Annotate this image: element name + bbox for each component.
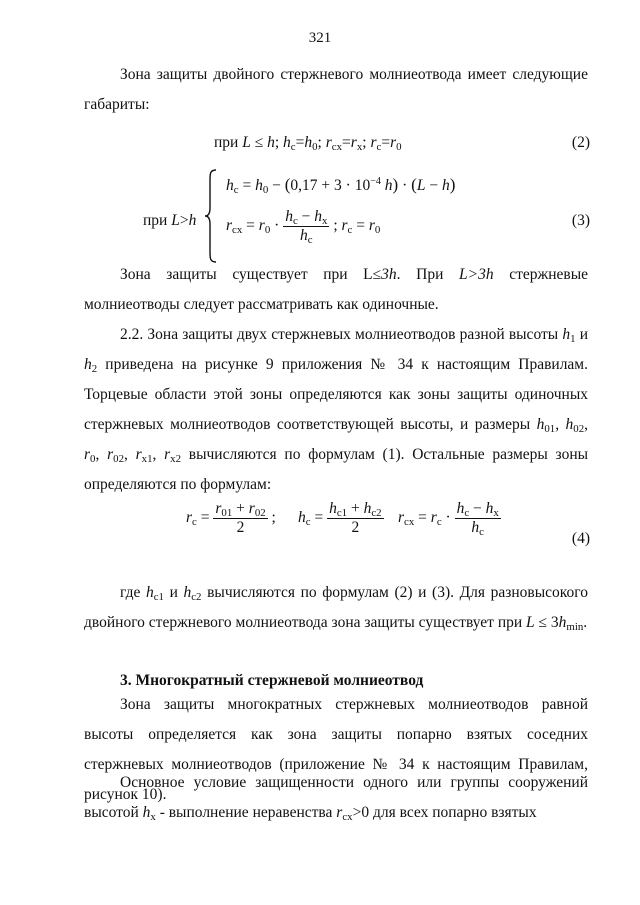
equation-4-b: $h_c$ = $\frac{h_{c1} + h_{c2}}{2}$ (298, 500, 382, 536)
section-heading: 3. Многократный стержневой молниеотвод (120, 672, 424, 689)
equation-3-line-2: $r_{cx} = r_0$ · $\frac{h_c - h_x}{h_c}$ ; $r_c = r_0$ (226, 208, 381, 246)
paragraph-2: 2.2. Зона защиты двух стержневых молниеотводов разной высоты $h_1$ и $h_2$ приведена на рисунке 9 приложения № 34 к настоящим Правилам. Торцевые области этой зоны определяются как зоны защиты одиночных стержневых молниеотводов соответствующей высоты, и размеры $h_{01}$, $h_{02}$, $r_0$, $r_{02}$, $r_{x1}$, $r_{x2}$ вычисляются по формулам (1). Остальные размеры зоны определяются по формулам: (84, 326, 589, 493)
equation-4-number: (4) (571, 530, 590, 547)
fraction: $\frac{h_c - h_x}{h_c}$ (285, 208, 328, 246)
intro-line-1: Зона защиты двойного стержневого молниеотвода имеет следующие (120, 66, 588, 83)
fraction: $\frac{r_{01} + r_{02}}{2}$ (215, 500, 266, 536)
fraction: $\frac{h_{c1} + h_{c2}}{2}$ (329, 500, 382, 536)
paragraph-3: где $h_{c1}$ и $h_{c2}$ вычисляются по формулам (2) и (3). Для разновысокого двойного стержневого молниеотвода зона защиты существует при $L \le 3h_{min}$. (84, 584, 589, 633)
eq3-prefix: при (143, 212, 168, 229)
paragraph-5: Основное условие защищенности одного или группы сооружений высотой $h_x$ - выполнение неравенства $r_{cx}>0$ для всех попарно взятых (84, 774, 588, 823)
equation-4-c: $r_{cx} = r_c$ · $\frac{h_c - h_x}{h_c}$ (398, 500, 499, 538)
equation-4-a: $r_c$ = $\frac{r_{01} + r_{02}}{2}$ ; (186, 500, 276, 536)
paragraph-1: Зона защиты существует при L≤3h. При L>3h стержневые молниеотводы следует рассматривать как одиночные. (84, 266, 588, 313)
equation-3-line-1: $h_c = h_0 - (0,17 + 3 \cdot 10^{-4}$ h) · (L − h) (226, 175, 456, 196)
eq2-prefix: при (214, 134, 239, 151)
equation-2: при L ≤ h; $h_c=h_0$; $r_{cx}=r_x$; $r_c=r_0$ (214, 134, 402, 153)
equation-2-number: (2) (571, 134, 590, 151)
page-number: 321 (308, 30, 332, 46)
fraction: $\frac{h_c - h_x}{h_c}$ (456, 500, 499, 538)
equation-3-number: (3) (571, 212, 590, 229)
equation-3-condition: при L>h (143, 212, 197, 229)
paragraph-4: Зона защиты многократных стержневых молниеотводов равной высоты определяется как зона защиты попарно взятых соседних стержневых молниеотводов (приложение № 34 к настоящим Правилам, рисунок 10). (84, 696, 588, 803)
curly-brace-icon (204, 168, 218, 264)
intro-line-2: габариты: (84, 96, 150, 113)
